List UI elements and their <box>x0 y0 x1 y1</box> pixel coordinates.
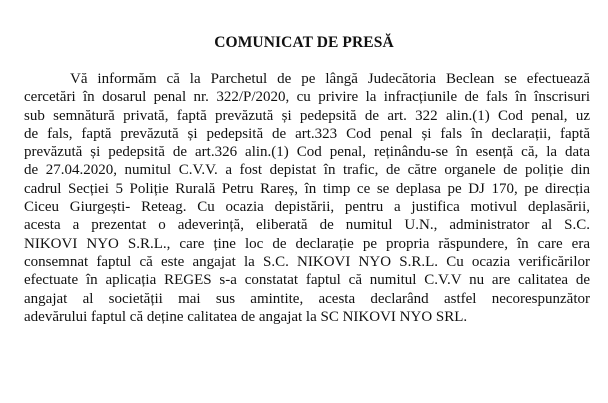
document-title: COMUNICAT DE PRESĂ <box>214 34 394 51</box>
body-line-4: de fals, faptă prevăzută și pedepsită de art.323 Cod penal și fals în declarații, faptă <box>24 125 590 142</box>
body-line-1: Vă informăm că la Parchetul de pe lângă Judecătoria Beclean se efectuează <box>70 71 590 87</box>
body-line-8: Ciceu Giurgești- Reteag. Cu ocazia depistării, pentru a justifica motivul deplasării, <box>24 199 590 216</box>
body-line-7: cadrul Secției 5 Poliție Rurală Petru Rareș, în timp ce se deplasa pe DJ 170, pe direcția <box>24 180 590 197</box>
body-line-10: NIKOVI NYO S.R.L., care ține loc de declarație pe propria răspundere, în care era <box>24 235 590 252</box>
body-line-6: de 27.04.2020, numitul C.V.V. a fost depistat în trafic, de către organele de poliție din <box>24 162 590 179</box>
body-line-11: consemnat faptul că este angajat la S.C. NIKOVI NYO S.R.L. Cu ocazia verificărilor <box>24 253 590 270</box>
body-line-14: adevărului faptul că deține calitatea de angajat la SC NIKOVI NYO SRL. <box>24 308 468 325</box>
body-line-2: cercetări în dosarul penal nr. 322/P/2020, cu privire la infracțiunile de fals în înscrisuri <box>24 89 590 106</box>
body-line-12: efectuate în aplicația REGES s-a constatat faptul că numitul C.V.V nu are calitatea de <box>24 272 590 289</box>
document-body <box>24 70 590 326</box>
body-line-9: acesta a prezentat o adeverință, eliberată de numitul U.N., administrator al S.C. <box>24 217 590 234</box>
body-line-5: prevăzută și pedepsită de art.326 alin.(1) Cod penal, reținându-se în esență că, la data <box>24 144 590 161</box>
body-line-3: sub semnătură privată, faptă prevăzută și pedepsită de art. 322 alin.(1) Cod penal, uz <box>24 107 590 124</box>
body-line-13: angajat al societății mai sus amintite, acesta declarând astfel necorespunzător <box>24 290 590 307</box>
